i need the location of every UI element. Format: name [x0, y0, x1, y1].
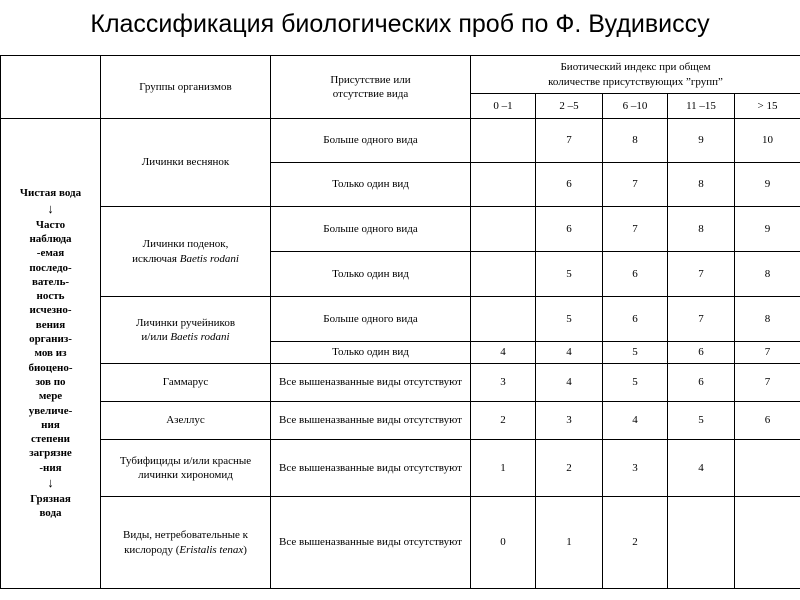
- table-row: [1, 119, 800, 163]
- presence-cell: Все вышеназванные виды отсутствуют: [271, 364, 471, 402]
- side-text: -ния: [39, 461, 62, 474]
- presence-cell: Только один вид: [271, 163, 471, 207]
- value-cell: 6: [668, 342, 735, 364]
- header-biotic-index: [471, 56, 800, 94]
- group-other-species: Eristalis tenax: [179, 543, 244, 556]
- value-cell: 2: [536, 440, 603, 497]
- group-mayfly: [101, 207, 271, 297]
- header-biotic-line2: количестве присутствующих ”групп”: [548, 75, 723, 88]
- range-cell: 2 –5: [536, 94, 603, 119]
- presence-cell: Только один вид: [271, 252, 471, 297]
- table-row: [1, 364, 800, 402]
- group-stonefly: Личинки веснянок: [101, 119, 271, 207]
- side-text: ватель-: [31, 275, 70, 288]
- side-text: наблюда: [29, 232, 72, 245]
- value-cell: 2: [603, 497, 668, 589]
- arrow-down-icon: ↓: [47, 200, 54, 216]
- value-cell: 0: [471, 497, 536, 589]
- value-cell: 9: [735, 207, 800, 252]
- value-cell: 6: [735, 402, 800, 440]
- range-cell: 11 –15: [668, 94, 735, 119]
- side-text: последо-: [29, 261, 72, 274]
- presence-cell: Больше одного вида: [271, 297, 471, 342]
- page-title: Классификация биологических проб по Ф. Вудивиссу: [90, 10, 710, 38]
- value-cell: 4: [471, 342, 536, 364]
- header-presence: [271, 56, 471, 119]
- value-cell: [735, 497, 800, 589]
- group-mayfly-species: Baetis rodani: [179, 252, 239, 265]
- table-row: [1, 402, 800, 440]
- value-cell: 5: [536, 297, 603, 342]
- group-gammarus: Гаммарус: [101, 364, 271, 402]
- arrow-down-icon: ↓: [47, 475, 54, 491]
- value-cell: 6: [536, 207, 603, 252]
- group-other-end: ): [243, 543, 247, 556]
- group-caddis-species: Baetis rodani: [170, 331, 230, 343]
- presence-cell: Все вышеназванные виды отсутствуют: [271, 497, 471, 589]
- presence-cell: Все вышеназванные виды отсутствуют: [271, 402, 471, 440]
- side-text: вения: [35, 318, 66, 331]
- side-text: мов из: [34, 347, 67, 360]
- value-cell: 5: [603, 342, 668, 364]
- classification-table: [0, 55, 800, 589]
- header-empty-cell: [1, 56, 101, 119]
- side-text: увеличе-: [28, 404, 73, 417]
- group-caddis-main: Личинки ручейников: [135, 316, 236, 329]
- presence-cell: Больше одного вида: [271, 119, 471, 163]
- side-text: исчезно-: [29, 304, 72, 317]
- value-cell: 10: [735, 119, 800, 163]
- value-cell: [471, 252, 536, 297]
- value-cell: 8: [668, 163, 735, 207]
- presence-cell: Больше одного вида: [271, 207, 471, 252]
- value-cell: 4: [536, 364, 603, 402]
- range-cell: 6 –10: [603, 94, 668, 119]
- value-cell: [735, 440, 800, 497]
- side-text: -емая: [36, 247, 65, 260]
- side-text: Часто: [35, 218, 66, 231]
- value-cell: 7: [603, 207, 668, 252]
- value-cell: 8: [668, 207, 735, 252]
- value-cell: 8: [603, 119, 668, 163]
- group-mayfly-main: Личинки поденок,: [142, 238, 229, 251]
- value-cell: 4: [603, 402, 668, 440]
- table-row: [1, 207, 800, 252]
- header-biotic-line1: Биотический индекс при общем: [560, 61, 711, 74]
- table-row: [1, 497, 800, 589]
- header-row: [1, 56, 800, 94]
- value-cell: [471, 297, 536, 342]
- value-cell: 1: [471, 440, 536, 497]
- value-cell: 6: [536, 163, 603, 207]
- value-cell: 5: [536, 252, 603, 297]
- side-text: мере: [38, 390, 63, 403]
- value-cell: 7: [536, 119, 603, 163]
- value-cell: 3: [603, 440, 668, 497]
- value-cell: 1: [536, 497, 603, 589]
- side-text: степени: [30, 433, 71, 446]
- presence-cell: Все вышеназванные виды отсутствуют: [271, 440, 471, 497]
- value-cell: 7: [735, 342, 800, 364]
- value-cell: 6: [668, 364, 735, 402]
- range-cell: 0 –1: [471, 94, 536, 119]
- group-asellus: Азеллус: [101, 402, 271, 440]
- value-cell: 4: [536, 342, 603, 364]
- dirty-water-label: вода: [39, 507, 62, 520]
- value-cell: 4: [668, 440, 735, 497]
- value-cell: 7: [735, 364, 800, 402]
- value-cell: [471, 119, 536, 163]
- table-row: [1, 297, 800, 342]
- side-text: загрязне: [29, 447, 72, 460]
- value-cell: 5: [603, 364, 668, 402]
- value-cell: 6: [603, 252, 668, 297]
- value-cell: 8: [735, 252, 800, 297]
- side-text: ния: [41, 418, 60, 431]
- value-cell: 8: [735, 297, 800, 342]
- pollution-gradient-cell: [1, 119, 101, 589]
- group-caddis-mid: и/или: [141, 331, 168, 343]
- value-cell: [471, 207, 536, 252]
- side-text: ность: [36, 290, 65, 303]
- value-cell: 2: [471, 402, 536, 440]
- dirty-water-label: Грязная: [30, 492, 71, 505]
- value-cell: 7: [603, 163, 668, 207]
- value-cell: [471, 163, 536, 207]
- value-cell: [668, 497, 735, 589]
- side-text: биоцено-: [28, 361, 73, 374]
- group-other-main: Виды, нетребовательные к кислороду (: [123, 529, 248, 556]
- range-cell: > 15: [735, 94, 800, 119]
- group-other: [101, 497, 271, 589]
- side-text: организ-: [29, 333, 72, 346]
- value-cell: 7: [668, 252, 735, 297]
- presence-cell: Только один вид: [271, 342, 471, 364]
- value-cell: 3: [471, 364, 536, 402]
- header-groups: Группы организмов: [101, 56, 271, 119]
- group-tubifex: Тубифициды и/или красные личинки хирономид: [101, 440, 271, 497]
- value-cell: 3: [536, 402, 603, 440]
- value-cell: 9: [735, 163, 800, 207]
- side-text: зов по: [35, 375, 66, 388]
- header-presence-line1: Присутствие или: [330, 73, 411, 86]
- group-mayfly-mid: исключая: [132, 252, 177, 265]
- value-cell: 6: [603, 297, 668, 342]
- table-row: [1, 440, 800, 497]
- group-caddis: [101, 297, 271, 364]
- clean-water-label: Чистая вода: [19, 187, 82, 200]
- value-cell: 9: [668, 119, 735, 163]
- value-cell: 5: [668, 402, 735, 440]
- header-presence-line2: отсутствие вида: [332, 88, 409, 100]
- value-cell: 7: [668, 297, 735, 342]
